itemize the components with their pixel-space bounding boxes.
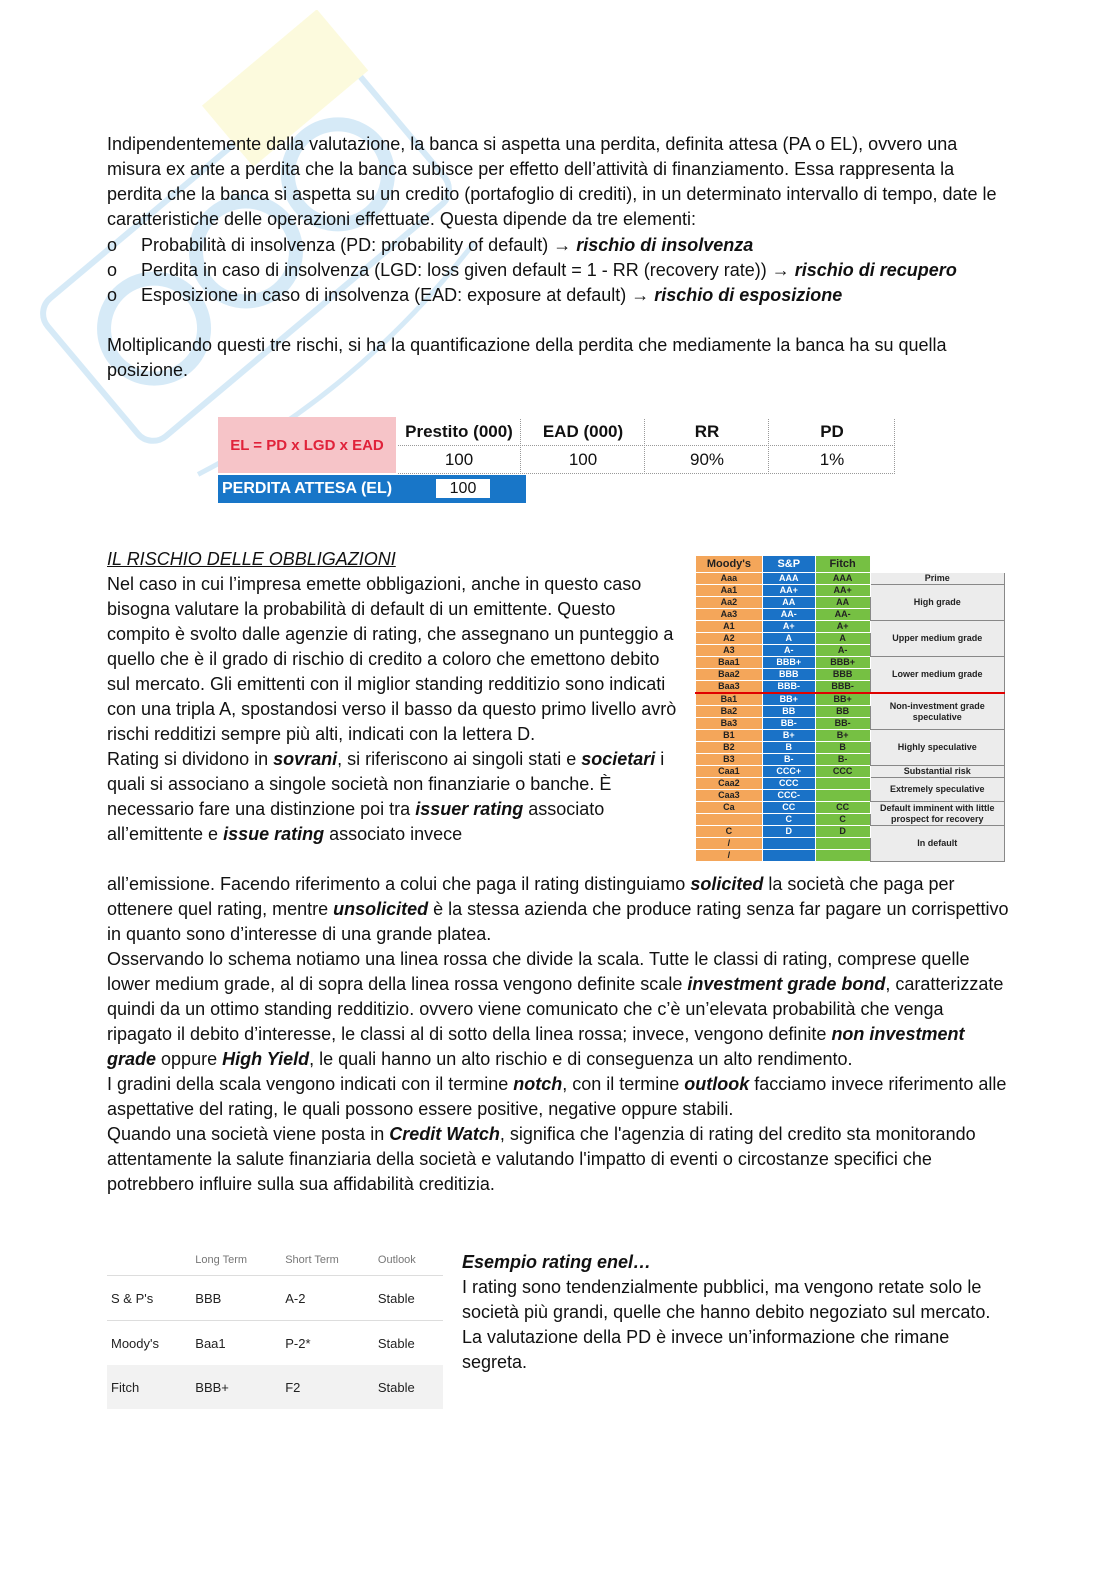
text-run: , si riferiscono ai singoli stati e <box>337 749 582 769</box>
rating-cell: B+ <box>815 730 870 742</box>
rating-header: Moody's <box>696 556 763 573</box>
rating-cell: C <box>815 814 870 826</box>
paragraph-3 <box>107 572 682 847</box>
rating-cell: Aa1 <box>696 585 763 597</box>
rating-cell: BBB- <box>762 681 815 694</box>
rating-row <box>696 778 1005 790</box>
rating-cell: Ba3 <box>696 718 763 730</box>
el-header: PD <box>770 419 895 446</box>
table-cell: Stable <box>374 1365 443 1409</box>
rating-cell: A+ <box>762 621 815 633</box>
rating-row <box>696 766 1005 778</box>
list-item <box>107 258 1027 283</box>
rating-cell: Aaa <box>696 573 763 585</box>
rating-cell: B <box>815 742 870 754</box>
rating-group-label: In default <box>870 826 1004 862</box>
rating-header-empty <box>870 556 1004 573</box>
table-cell: A-2 <box>281 1276 374 1321</box>
rating-cell: AA- <box>815 609 870 621</box>
bold-term: solicited <box>690 874 764 894</box>
rating-row <box>696 621 1005 633</box>
bold-term: notch <box>513 1074 563 1094</box>
rating-cell: B3 <box>696 754 763 766</box>
rating-cell: BB- <box>815 718 870 730</box>
bullet-text: Esposizione in caso di insolvenza (EAD: exposure at default) → <box>141 285 655 305</box>
text-run: associato all’emittente e <box>107 799 605 844</box>
rating-cell <box>696 814 763 826</box>
rating-cell: BBB <box>815 669 870 681</box>
rating-cell: Caa3 <box>696 790 763 802</box>
el-header: RR <box>646 419 769 446</box>
rating-cell: B1 <box>696 730 763 742</box>
enel-rating-table <box>107 1245 443 1409</box>
rating-cell: A- <box>815 645 870 657</box>
rating-cell: CCC <box>815 766 870 778</box>
rating-cell: CCC <box>762 778 815 790</box>
rating-cell: / <box>696 850 763 862</box>
table-cell: Stable <box>374 1276 443 1321</box>
rating-cell: D <box>815 826 870 838</box>
expected-loss-table <box>218 417 898 505</box>
table-cell: BBB+ <box>191 1365 281 1409</box>
rating-group-label: Default imminent with little prospect for recovery <box>870 802 1004 826</box>
bullet-bold: rischio di recupero <box>794 260 957 280</box>
rating-cell: C <box>762 814 815 826</box>
rating-cell: A+ <box>815 621 870 633</box>
rating-cell: BB <box>815 706 870 718</box>
enel-header: Short Term <box>285 1254 339 1266</box>
table-cell: F2 <box>281 1365 374 1409</box>
bullet-mark: o <box>107 235 118 255</box>
enel-header: Outlook <box>377 1254 416 1266</box>
rating-cell: C <box>696 826 763 838</box>
enel-header: Long Term <box>195 1254 248 1266</box>
table-cell: Stable <box>374 1321 443 1366</box>
rating-cell: BB- <box>762 718 815 730</box>
bullet-mark: o <box>107 260 118 280</box>
list-item <box>107 283 1027 308</box>
el-formula: EL = PD x LGD x EAD <box>218 417 396 473</box>
el-value: 100 <box>398 447 521 474</box>
bold-term: investment grade bond <box>687 974 886 994</box>
rating-cell: B2 <box>696 742 763 754</box>
rating-body <box>696 573 1005 862</box>
el-value: 100 <box>522 447 645 474</box>
rating-cell: Aa2 <box>696 597 763 609</box>
text-run: Nel caso in cui l’impresa emette obbligazioni, anche in questo caso bisogna valutare la probabilità di default di un emittente. Questo compito è svolto dalle agenzie di rating, che assegnano un punteggio a quello che è il grado di rischio di credito a coloro che emettono debito sul mercato. Gli emittenti con il miglior standing redditizio sono indicati con una tripla A, spostandosi verso il basso da questo primo livello avrò rischi redditizi sempre più alti, indicati con la lettera D. <box>107 574 677 744</box>
text-run: all’emissione. Facendo riferimento a colui che paga il rating distinguiamo <box>107 874 691 894</box>
rating-cell: AA- <box>762 609 815 621</box>
rating-cell: Baa2 <box>696 669 763 681</box>
rating-cell: CCC+ <box>762 766 815 778</box>
rating-header: Fitch <box>815 556 870 573</box>
text-run: Quando una società viene posta in <box>107 1124 390 1144</box>
bold-term: unsolicited <box>333 899 429 919</box>
rating-group-label: Highly speculative <box>870 730 1004 766</box>
rating-header: S&P <box>762 556 815 573</box>
paragraph-4 <box>107 872 1012 1197</box>
rating-group-label: Upper medium grade <box>870 621 1004 657</box>
text-run: oppure <box>156 1049 223 1069</box>
rating-cell: Caa1 <box>696 766 763 778</box>
rating-cell: D <box>762 826 815 838</box>
bullet-text: Probabilità di insolvenza (PD: probability of default) → <box>141 235 577 255</box>
bullet-text: Perdita in caso di insolvenza (LGD: loss given default = 1 - RR (recovery rate)) → <box>141 260 795 280</box>
el-result-label: PERDITA ATTESA (EL) <box>222 480 393 497</box>
rating-cell: BBB+ <box>815 657 870 669</box>
bullet-list <box>107 233 1027 308</box>
rating-cell: Aa3 <box>696 609 763 621</box>
rating-cell: A3 <box>696 645 763 657</box>
rating-cell: / <box>696 838 763 850</box>
table-row <box>107 1365 443 1409</box>
text-run: associato invece <box>324 824 463 844</box>
bold-term: issuer rating <box>415 799 524 819</box>
rating-group-label: Non-investment grade speculative <box>870 693 1004 730</box>
rating-group-label: High grade <box>870 585 1004 621</box>
rating-cell: B- <box>815 754 870 766</box>
enel-heading: Esempio rating enel… <box>462 1252 652 1272</box>
rating-cell <box>815 838 870 850</box>
bold-term: non investment grade <box>107 1024 965 1069</box>
el-header: Prestito (000) <box>398 419 521 446</box>
text-run: , le quali hanno un alto rischio e di conseguenza un alto rendimento. <box>309 1049 853 1069</box>
rating-cell: BB+ <box>815 693 870 706</box>
bold-term: outlook <box>684 1074 750 1094</box>
rating-cell: AA <box>815 597 870 609</box>
el-value: 90% <box>646 447 769 474</box>
section-heading: IL RISCHIO DELLE OBBLIGAZIONI <box>107 549 396 569</box>
table-cell: BBB <box>191 1276 281 1321</box>
rating-cell: AAA <box>815 573 870 585</box>
rating-row <box>696 573 1005 585</box>
rating-row <box>696 730 1005 742</box>
bullet-mark: o <box>107 285 118 305</box>
bold-term: sovrani <box>273 749 338 769</box>
rating-cell <box>762 838 815 850</box>
rating-cell: A2 <box>696 633 763 645</box>
rating-cell: CCC- <box>762 790 815 802</box>
text-run: , caratterizzate quindi da un ottimo standing redditizio. ovvero viene comunicato che c’è un’elevata probabilità che venga ripagato il debito d’interesse, le classi al di sotto della linea rossa; invece, vengono definite <box>107 974 1004 1044</box>
paragraph-2: Moltiplicando questi tre rischi, si ha la quantificazione della perdita che mediamente la banca ha su quella posizione. <box>107 335 947 380</box>
bold-term: Credit Watch <box>389 1124 500 1144</box>
text-run: , significa che l'agenzia di rating del credito sta monitorando attentamente la salute finanziaria della società e valutando l'impatto di eventi o circostanze specifici che potrebbero influire sulla sua affidabilità creditizia. <box>107 1124 976 1194</box>
text-run: Rating si dividono in <box>107 749 274 769</box>
table-cell: Moody's <box>107 1321 191 1366</box>
rating-row <box>696 826 1005 838</box>
rating-row <box>696 693 1005 706</box>
rating-group-label: Prime <box>870 573 1004 585</box>
el-result-bar <box>218 475 526 503</box>
rating-group-label: Lower medium grade <box>870 657 1004 694</box>
enel-header <box>107 1245 191 1276</box>
table-row <box>107 1276 443 1321</box>
bold-term: issue rating <box>223 824 325 844</box>
bullet-bold: rischio di esposizione <box>654 285 843 305</box>
el-value: 1% <box>770 447 895 474</box>
rating-cell: Ca <box>696 802 763 814</box>
rating-row <box>696 657 1005 669</box>
rating-cell: BBB- <box>815 681 870 694</box>
rating-group-label: Substantial risk <box>870 766 1004 778</box>
rating-cell: AA+ <box>815 585 870 597</box>
rating-cell: BB <box>762 706 815 718</box>
rating-cell: AA <box>762 597 815 609</box>
rating-cell: Caa2 <box>696 778 763 790</box>
rating-scale-table <box>695 555 1005 862</box>
rating-cell: AAA <box>762 573 815 585</box>
table-cell: Baa1 <box>191 1321 281 1366</box>
text-run: la società che paga per ottenere quel rating, mentre <box>107 874 955 919</box>
rating-row <box>696 802 1005 814</box>
rating-cell: A <box>815 633 870 645</box>
rating-cell: AA+ <box>762 585 815 597</box>
el-header: EAD (000) <box>522 419 645 446</box>
table-cell: P-2* <box>281 1321 374 1366</box>
list-item <box>107 233 1027 258</box>
rating-cell: A <box>762 633 815 645</box>
text-run: Osservando lo schema notiamo una linea rossa che divide la scala. Tutte le classi di rating, comprese quelle lower medium grade, al di sopra della linea rossa vengono definite scale <box>107 949 970 994</box>
rating-cell: BBB <box>762 669 815 681</box>
rating-cell: Baa3 <box>696 681 763 694</box>
el-result-value: 100 <box>436 479 490 498</box>
text-run: i quali si associano a singole società non finanziarie o banche. È necessario fare una distinzione poi tra <box>107 749 665 819</box>
text-run: facciamo invece riferimento alle aspettative del rating, le quali possono essere positive, negative oppure stabili. <box>107 1074 1007 1119</box>
rating-cell: B- <box>762 754 815 766</box>
rating-cell: A1 <box>696 621 763 633</box>
intro-paragraph: Indipendentemente dalla valutazione, la banca si aspetta una perdita, definita attesa (PA o EL), ovvero una misura ex ante a perdita che la banca subisce per effetto dell’attività di finanziamento. Essa rappresenta la perdita che la banca si aspetta su un credito (portafoglio di crediti), in un determinato intervallo di tempo, date le caratteristiche delle operazioni effettuate. Questa dipende da tre elementi: <box>107 134 997 229</box>
enel-paragraph: I rating sono tendenzialmente pubblici, ma vengono retate solo le società più grandi, quelle che hanno debito negoziato sul mercato. La valutazione della PD è invece un’informazione che rimane segreta. <box>462 1277 991 1372</box>
rating-cell: Ba1 <box>696 693 763 706</box>
rating-cell <box>815 778 870 790</box>
rating-cell: CC <box>762 802 815 814</box>
rating-cell: BB+ <box>762 693 815 706</box>
text-run: è la stessa azienda che produce rating senza far pagare un corrispettivo in quanto sono d’interesse di una grande platea. <box>107 899 1009 944</box>
table-row <box>107 1321 443 1366</box>
text-run: , con il termine <box>562 1074 685 1094</box>
rating-cell <box>815 850 870 862</box>
bold-term: societari <box>581 749 656 769</box>
rating-cell <box>762 850 815 862</box>
table-cell: Fitch <box>107 1365 191 1409</box>
rating-cell: B <box>762 742 815 754</box>
text-run: I gradini della scala vengono indicati con il termine <box>107 1074 514 1094</box>
rating-row <box>696 585 1005 597</box>
rating-cell: B+ <box>762 730 815 742</box>
rating-cell: A- <box>762 645 815 657</box>
rating-cell: Ba2 <box>696 706 763 718</box>
rating-group-label: Extremely speculative <box>870 778 1004 802</box>
rating-cell: BBB+ <box>762 657 815 669</box>
bullet-bold: rischio di insolvenza <box>576 235 754 255</box>
rating-cell: Baa1 <box>696 657 763 669</box>
bold-term: High Yield <box>222 1049 310 1069</box>
rating-cell <box>815 790 870 802</box>
rating-cell: CC <box>815 802 870 814</box>
table-cell: S & P's <box>107 1276 191 1321</box>
